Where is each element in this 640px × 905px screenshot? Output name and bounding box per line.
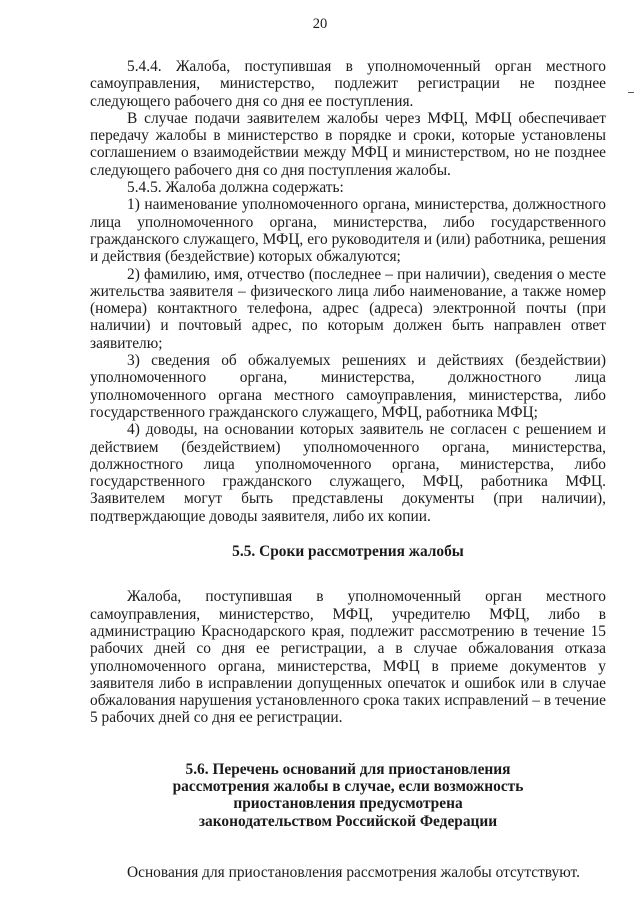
paragraph-5-4-5: 5.4.5. Жалоба должна содержать:	[127, 179, 344, 197]
page-number: 20	[312, 16, 328, 32]
list-item-1: 1) наименование уполномоченного органа, министерства, должностного лица уполномоченного органа, министерства, либо государственного гражданского служащего, МФЦ, его руководителя и (или) работника, решения и действия (бездействие) которых обжалуются;	[90, 196, 606, 266]
list-item-4: 4) доводы, на основании которых заявитель не согласен с решением и действием (бездействием) уполномоченного органа, министерства, должностного лица уполномоченного органа, министерства, либо государственного гражданского служащего, МФЦ, работника МФЦ. Заявителем могут быть представлены документы (при наличии), подтверждающие доводы заявителя, либо их копии.	[90, 421, 606, 525]
margin-mark	[628, 92, 634, 93]
paragraph-5-4-4: 5.4.4. Жалоба, поступившая в уполномоченный орган местного самоуправления, министерство, подлежит регистрации не позднее следующего рабочего дня со дня ее поступления.	[90, 58, 606, 110]
heading-5-5: 5.5. Сроки рассмотрения жалобы	[232, 543, 464, 561]
paragraph-review-terms: Жалоба, поступившая в уполномоченный орган местного самоуправления, министерство, МФЦ, учредителю МФЦ, либо в администрацию Краснодарского края, подлежит рассмотрению в течение 15 рабочих дней со дня ее регистрации, а в случае обжалования отказа уполномоченного органа, министерства, МФЦ в приеме документов у заявителя либо в исправлении допущенных опечаток и ошибок или в случае обжалования нарушения установленного срока таких исправлений – в течение 5 рабочих дней со дня ее регистрации.	[90, 588, 606, 727]
list-item-2: 2) фамилию, имя, отчество (последнее – при наличии), сведения о месте жительства заявителя – физического лица либо наименование, а также номер (номера) контактного телефона, адрес (адреса) электронной почты (при наличии) и почтовый адрес, по которым должен быть направлен ответ заявителю;	[90, 265, 606, 352]
document-body	[90, 58, 606, 881]
paragraph-mfc-transfer: В случае подачи заявителем жалобы через МФЦ, МФЦ обеспечивает передачу жалобы в министерство в порядке и сроки, которые установлены соглашением о взаимодействии между МФЦ и министерством, но не позднее следующего рабочего дня со дня поступления жалобы.	[90, 109, 606, 179]
paragraph-no-grounds: Основания для приостановления рассмотрения жалобы отсутствуют.	[127, 863, 580, 881]
heading-5-6-line-2: рассмотрения жалобы в случае, если возможность	[172, 777, 524, 795]
list-item-3: 3) сведения об обжалуемых решениях и действиях (бездействии) уполномоченного органа, министерства, должностного лица уполномоченного органа местного самоуправления, министерства, либо государственного гражданского служащего, МФЦ, работника МФЦ;	[90, 352, 606, 421]
heading-5-6	[90, 761, 606, 830]
heading-5-6-line-1: 5.6. Перечень оснований для приостановления	[185, 760, 511, 778]
heading-5-6-line-4: законодательством Российской Федерации	[198, 812, 498, 830]
heading-5-6-line-3: приостановления предусмотрена	[233, 795, 463, 813]
